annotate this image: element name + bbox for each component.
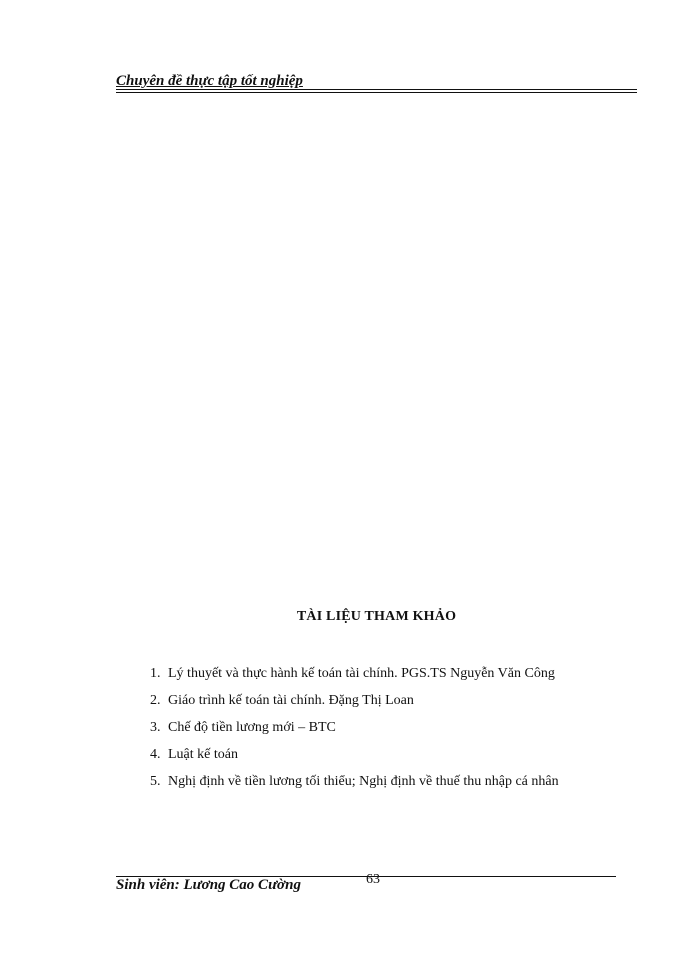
reference-text: Giáo trình kế toán tài chính. Đặng Thị Loan [168,693,414,708]
reference-number: 1. [150,666,161,681]
reference-number: 4. [150,747,161,762]
header-rule-double [116,92,637,93]
page-footer [116,872,616,900]
reference-item [150,714,635,741]
reference-text: Lý thuyết và thực hành kế toán tài chính. PGS.TS Nguyễn Văn Công [168,666,555,681]
page-header [116,73,637,95]
header-rule [116,89,637,90]
reference-item [150,687,635,714]
reference-item [150,768,635,795]
header-title: Chuyên đề thực tập tốt nghiệp [116,73,303,89]
reference-item [150,660,635,687]
reference-text: Chế độ tiền lương mới – BTC [168,720,336,735]
page-number: 63 [366,872,380,887]
reference-text: Nghị định về tiền lương tối thiểu; Nghị định về thuế thu nhập cá nhân [168,774,559,789]
references-list [150,660,635,795]
references-heading: TÀI LIỆU THAM KHẢO [296,609,457,624]
reference-item [150,741,635,768]
reference-number: 3. [150,720,161,735]
reference-number: 5. [150,774,161,789]
reference-text: Luật kế toán [168,747,238,762]
footer-student-name: Sinh viên: Lương Cao Cường [116,877,301,893]
reference-number: 2. [150,693,161,708]
